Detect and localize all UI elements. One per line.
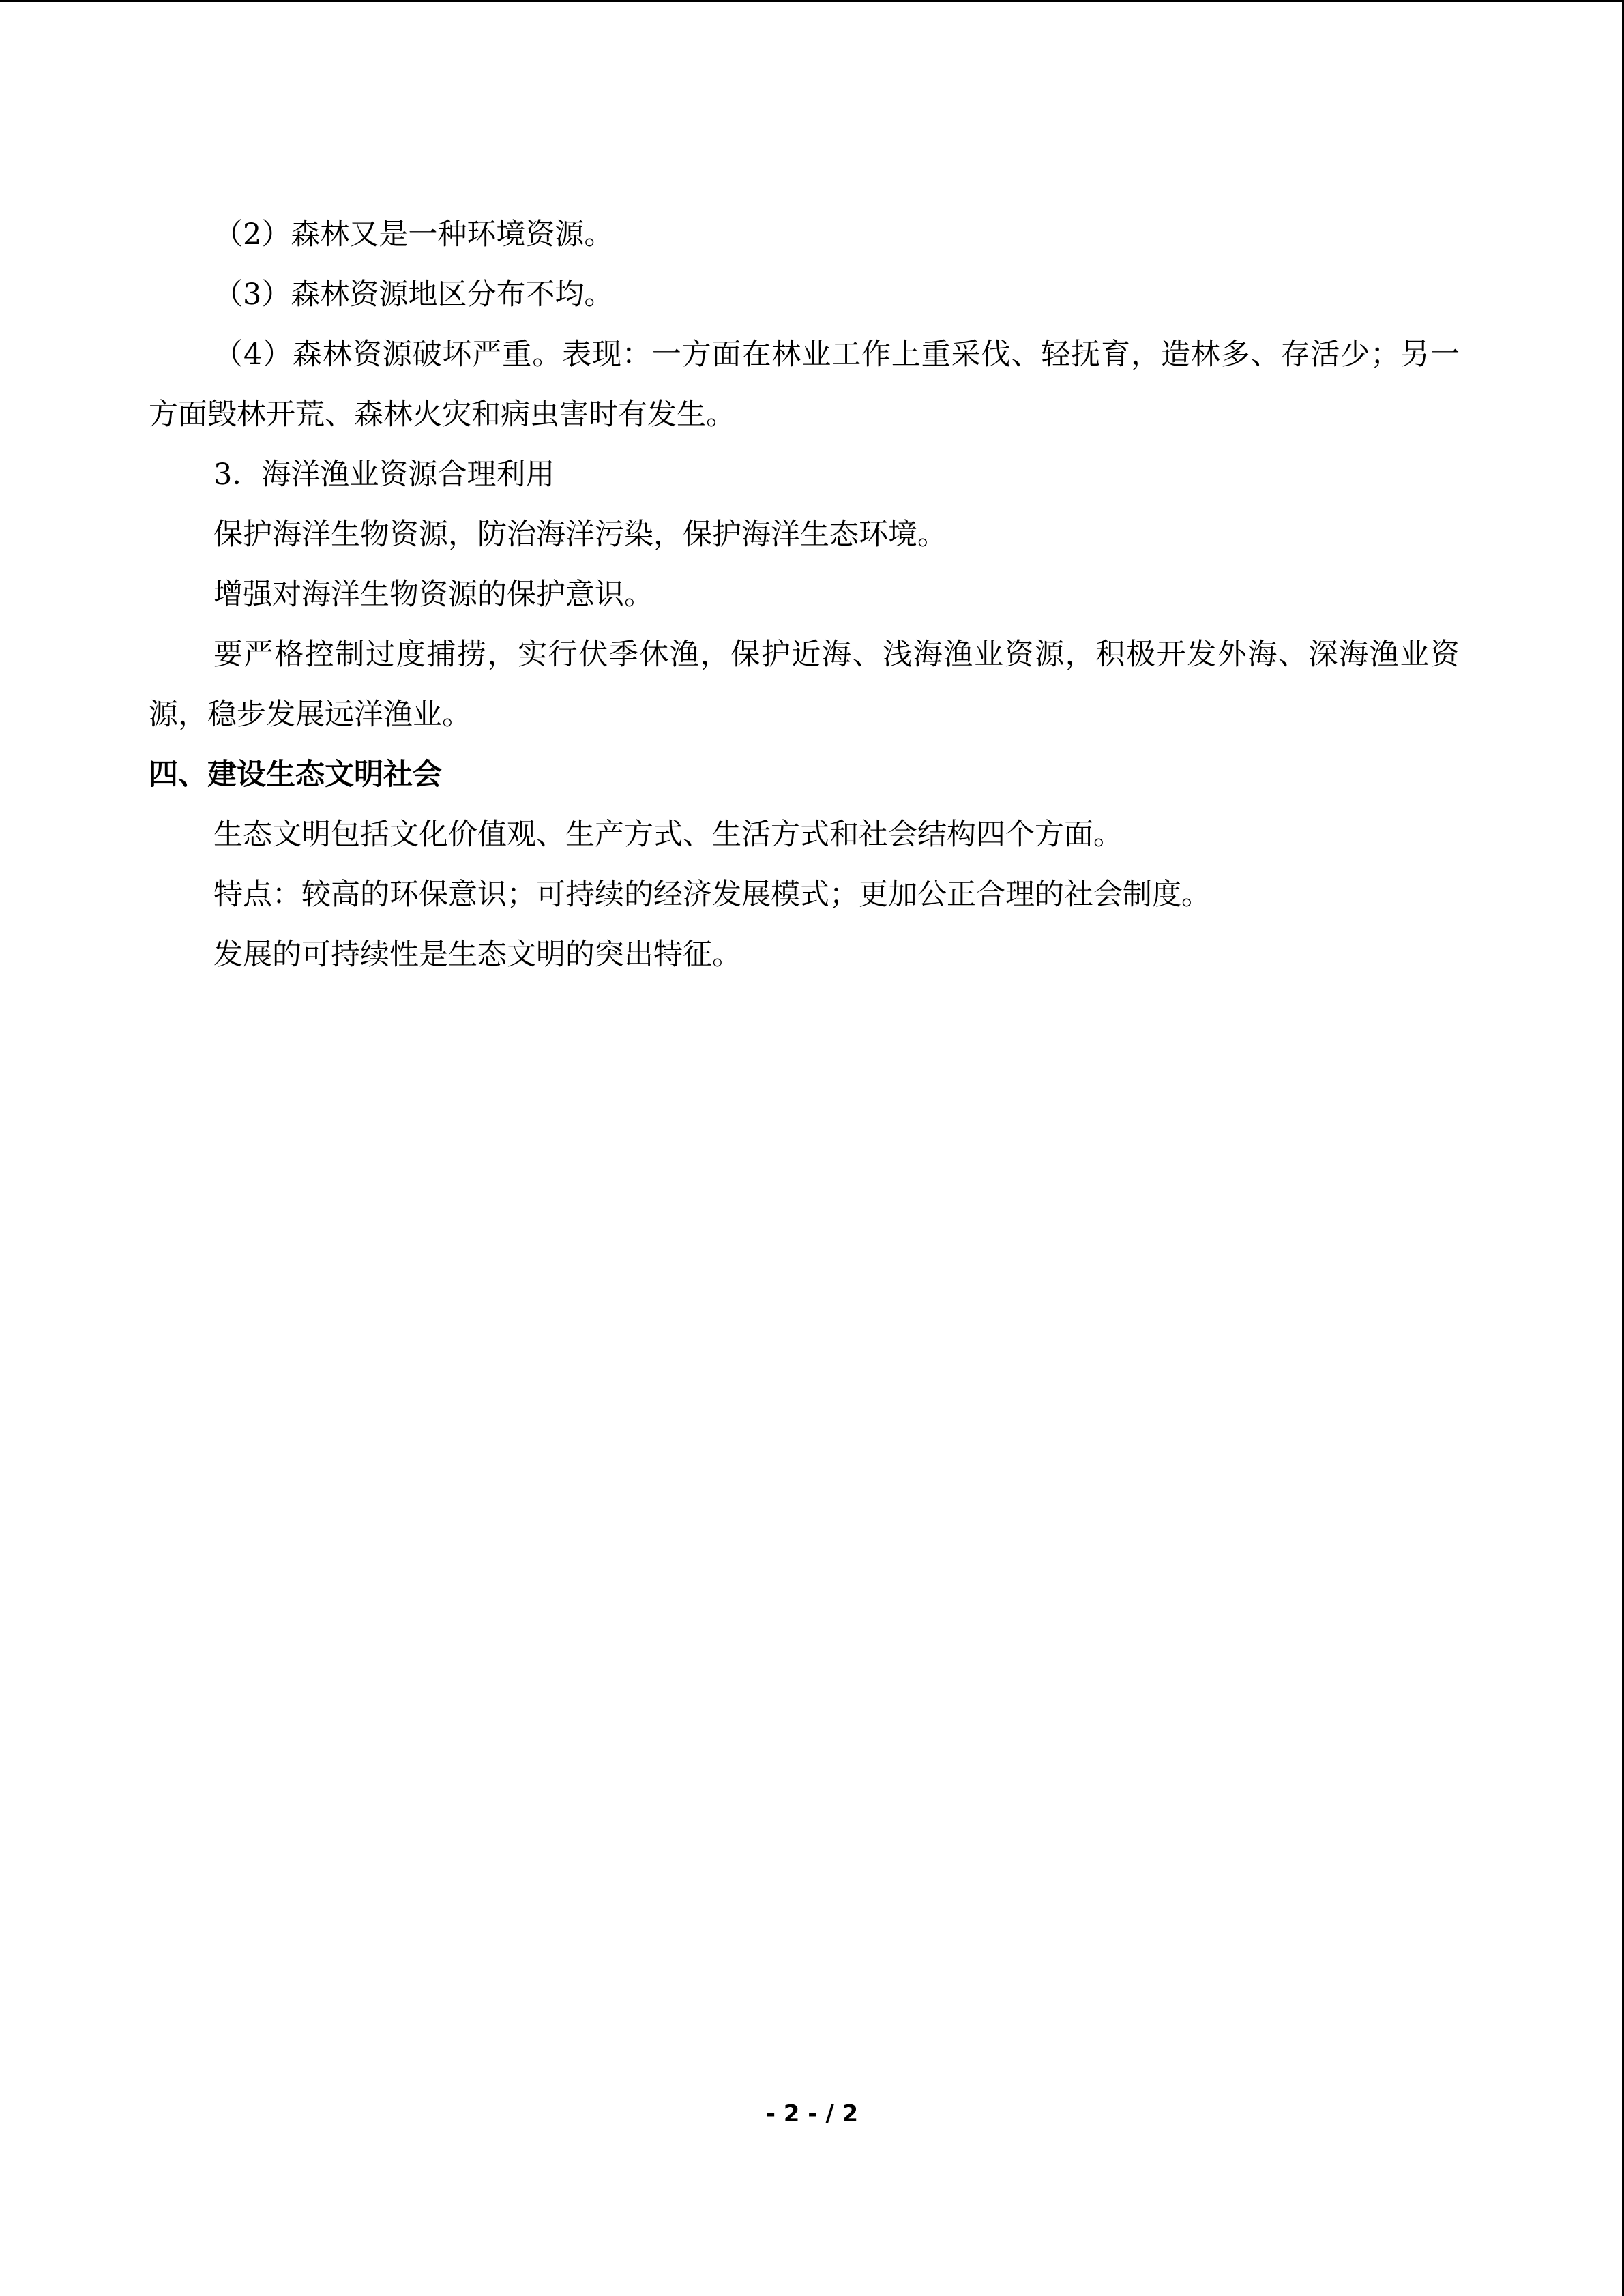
paragraph-forest-distribution: （3）森林资源地区分布不均。 (213, 278, 614, 312)
paragraph-marine-protection: 保护海洋生物资源，防治海洋污染，保护海洋生态环境。 (213, 518, 947, 552)
paragraph-marine-awareness: 增强对海洋生物资源的保护意识。 (213, 578, 653, 612)
page-border-top (0, 0, 1624, 2)
document-body (149, 205, 1460, 985)
section-heading-ecological-civilization: 四、建设生态文明社会 (149, 758, 442, 792)
paragraph-sustainability: 发展的可持续性是生态文明的突出特征。 (213, 938, 741, 972)
paragraph-fishing-control: 要严格控制过度捕捞，实行伏季休渔，保护近海、浅海渔业资源，积极开发外海、深海渔业资源，稳步发展远洋渔业。 (149, 638, 1460, 732)
subheading-marine-fishery: 3．海洋渔业资源合理利用 (213, 458, 555, 492)
paragraph-forest-environment: （2）森林又是一种环境资源。 (213, 218, 614, 252)
paragraph-eco-civilization-features: 特点：较高的环保意识；可持续的经济发展模式；更加公正合理的社会制度。 (213, 878, 1211, 912)
page-number: - 2 - / 2 (765, 2100, 859, 2128)
paragraph-eco-civilization-aspects: 生态文明包括文化价值观、生产方式、生活方式和社会结构四个方面。 (213, 818, 1123, 852)
paragraph-forest-destruction: （4）森林资源破坏严重。表现：一方面在林业工作上重采伐、轻抚育，造林多、存活少；另一方面毁林开荒、森林火灾和病虫害时有发生。 (149, 338, 1460, 432)
